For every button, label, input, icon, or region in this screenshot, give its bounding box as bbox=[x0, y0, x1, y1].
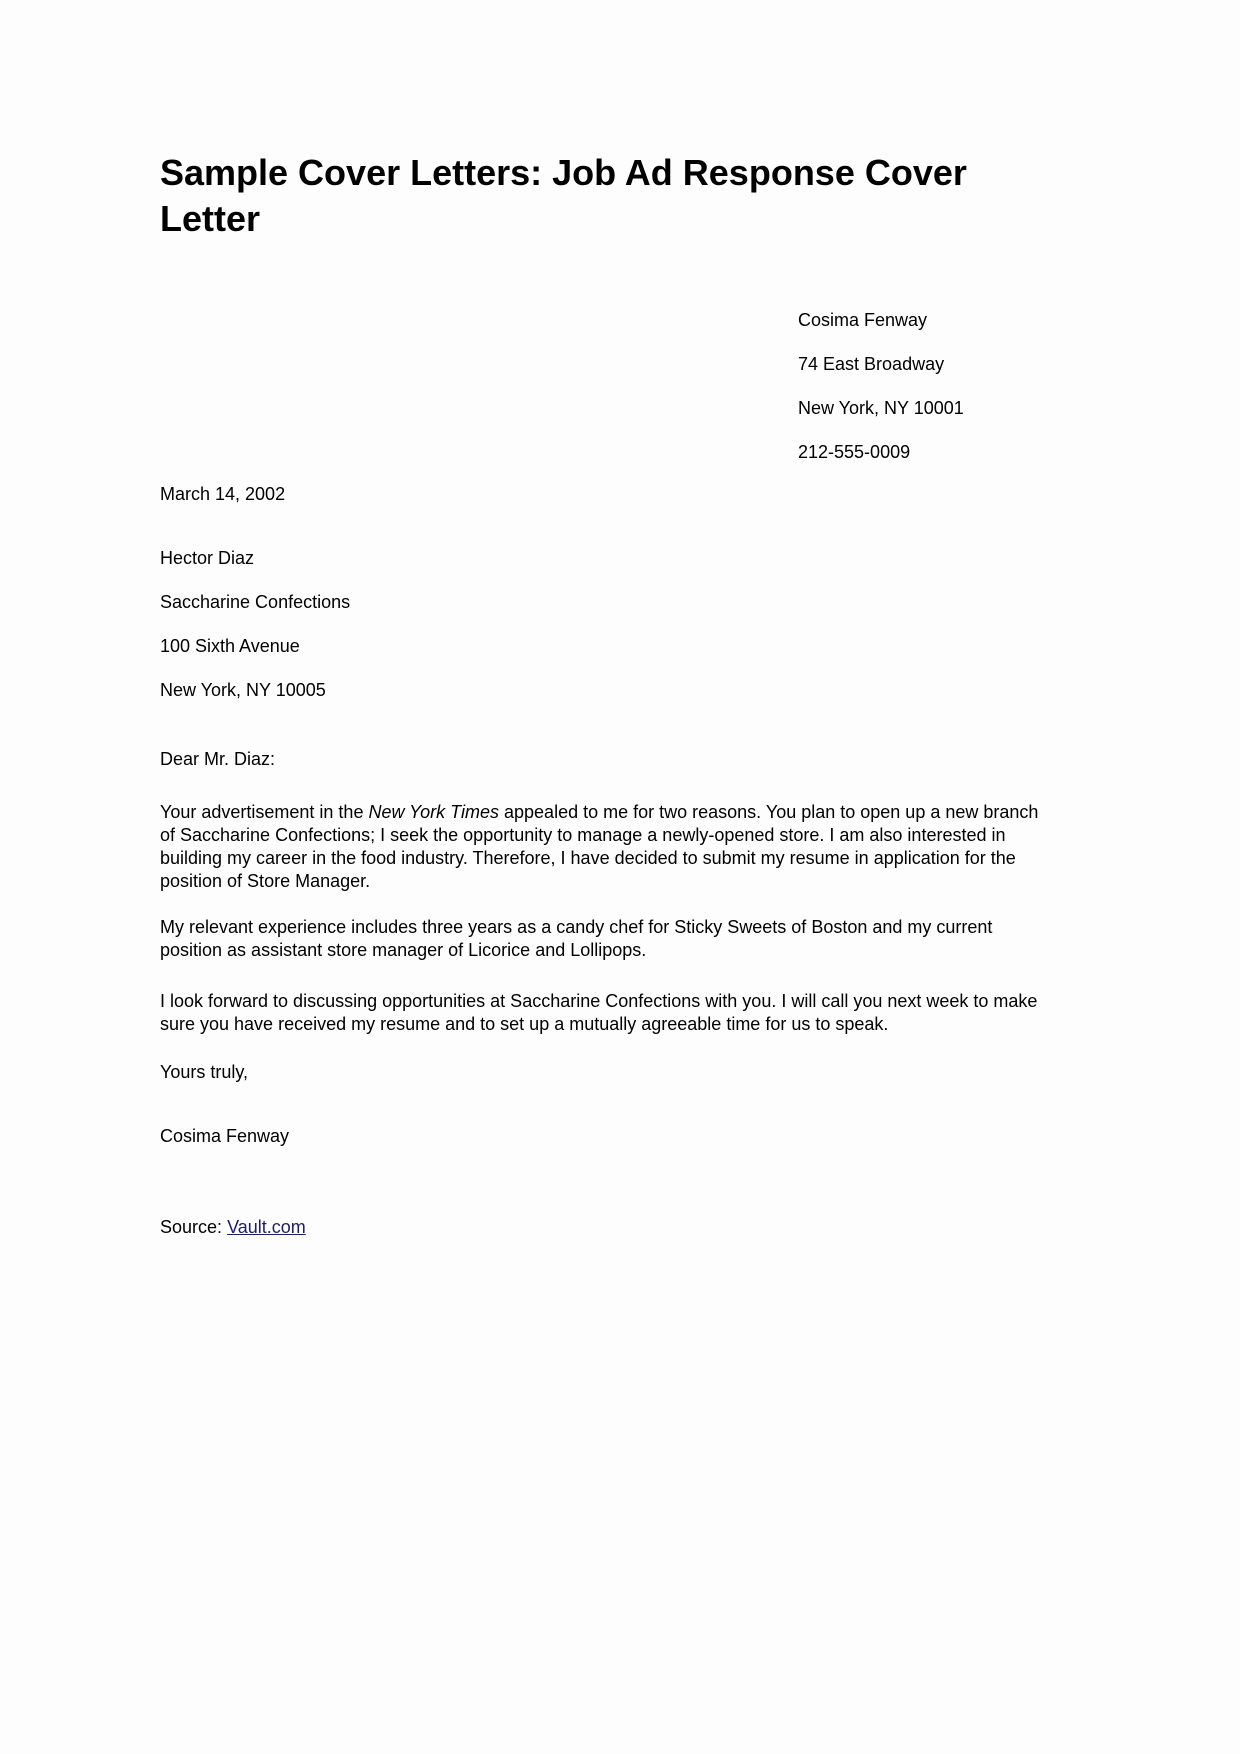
recipient-company: Saccharine Confections bbox=[160, 592, 351, 612]
source-line bbox=[160, 1216, 1090, 1238]
recipient-street: 100 Sixth Avenue bbox=[160, 636, 300, 656]
paragraph-1-text-before: Your advertisement in the bbox=[160, 802, 369, 822]
body-paragraph-2: My relevant experience includes three years as a candy chef for Sticky Sweets of Boston and my current position as assistant store manager of Licorice and Lollipops. bbox=[160, 917, 993, 960]
sender-city: New York, NY 10001 bbox=[798, 398, 964, 418]
body-paragraph-3: I look forward to discussing opportunities at Saccharine Confections with you. I will call you next week to make sure you have received my resume and to set up a mutually agreeable time for us to speak. bbox=[160, 991, 1038, 1034]
recipient-city: New York, NY 10005 bbox=[160, 680, 326, 700]
recipient-name: Hector Diaz bbox=[160, 548, 255, 568]
recipient-address-block bbox=[160, 525, 1090, 723]
source-label: Source: bbox=[160, 1217, 223, 1237]
sender-address-block bbox=[798, 287, 1090, 485]
closing-line: Yours truly, bbox=[160, 1062, 249, 1082]
sender-name: Cosima Fenway bbox=[798, 310, 928, 330]
newspaper-name: New York Times bbox=[368, 802, 500, 822]
paragraph-1-text-after: appealed to me for two reasons. You plan to open up a new branch of Saccharine Confections; I seek the opportunity to manage a newly-opened store. I am also interested in building my career in the food industry. Therefore, I have decided to submit my resume in application for the position of Store Manager. bbox=[160, 802, 1039, 891]
salutation: Dear Mr. Diaz: bbox=[160, 749, 276, 769]
signature-name: Cosima Fenway bbox=[160, 1126, 290, 1146]
page-title-line-2: Letter bbox=[160, 198, 261, 239]
vault-link[interactable]: Vault.com bbox=[227, 1217, 306, 1237]
sender-street: 74 East Broadway bbox=[798, 354, 945, 374]
body-paragraph-1 bbox=[160, 801, 1040, 893]
date-line: March 14, 2002 bbox=[160, 484, 286, 504]
page-title bbox=[160, 150, 1090, 242]
sender-phone: 212-555-0009 bbox=[798, 442, 911, 462]
page-title-line-1: Sample Cover Letters: Job Ad Response Cover bbox=[160, 152, 967, 193]
